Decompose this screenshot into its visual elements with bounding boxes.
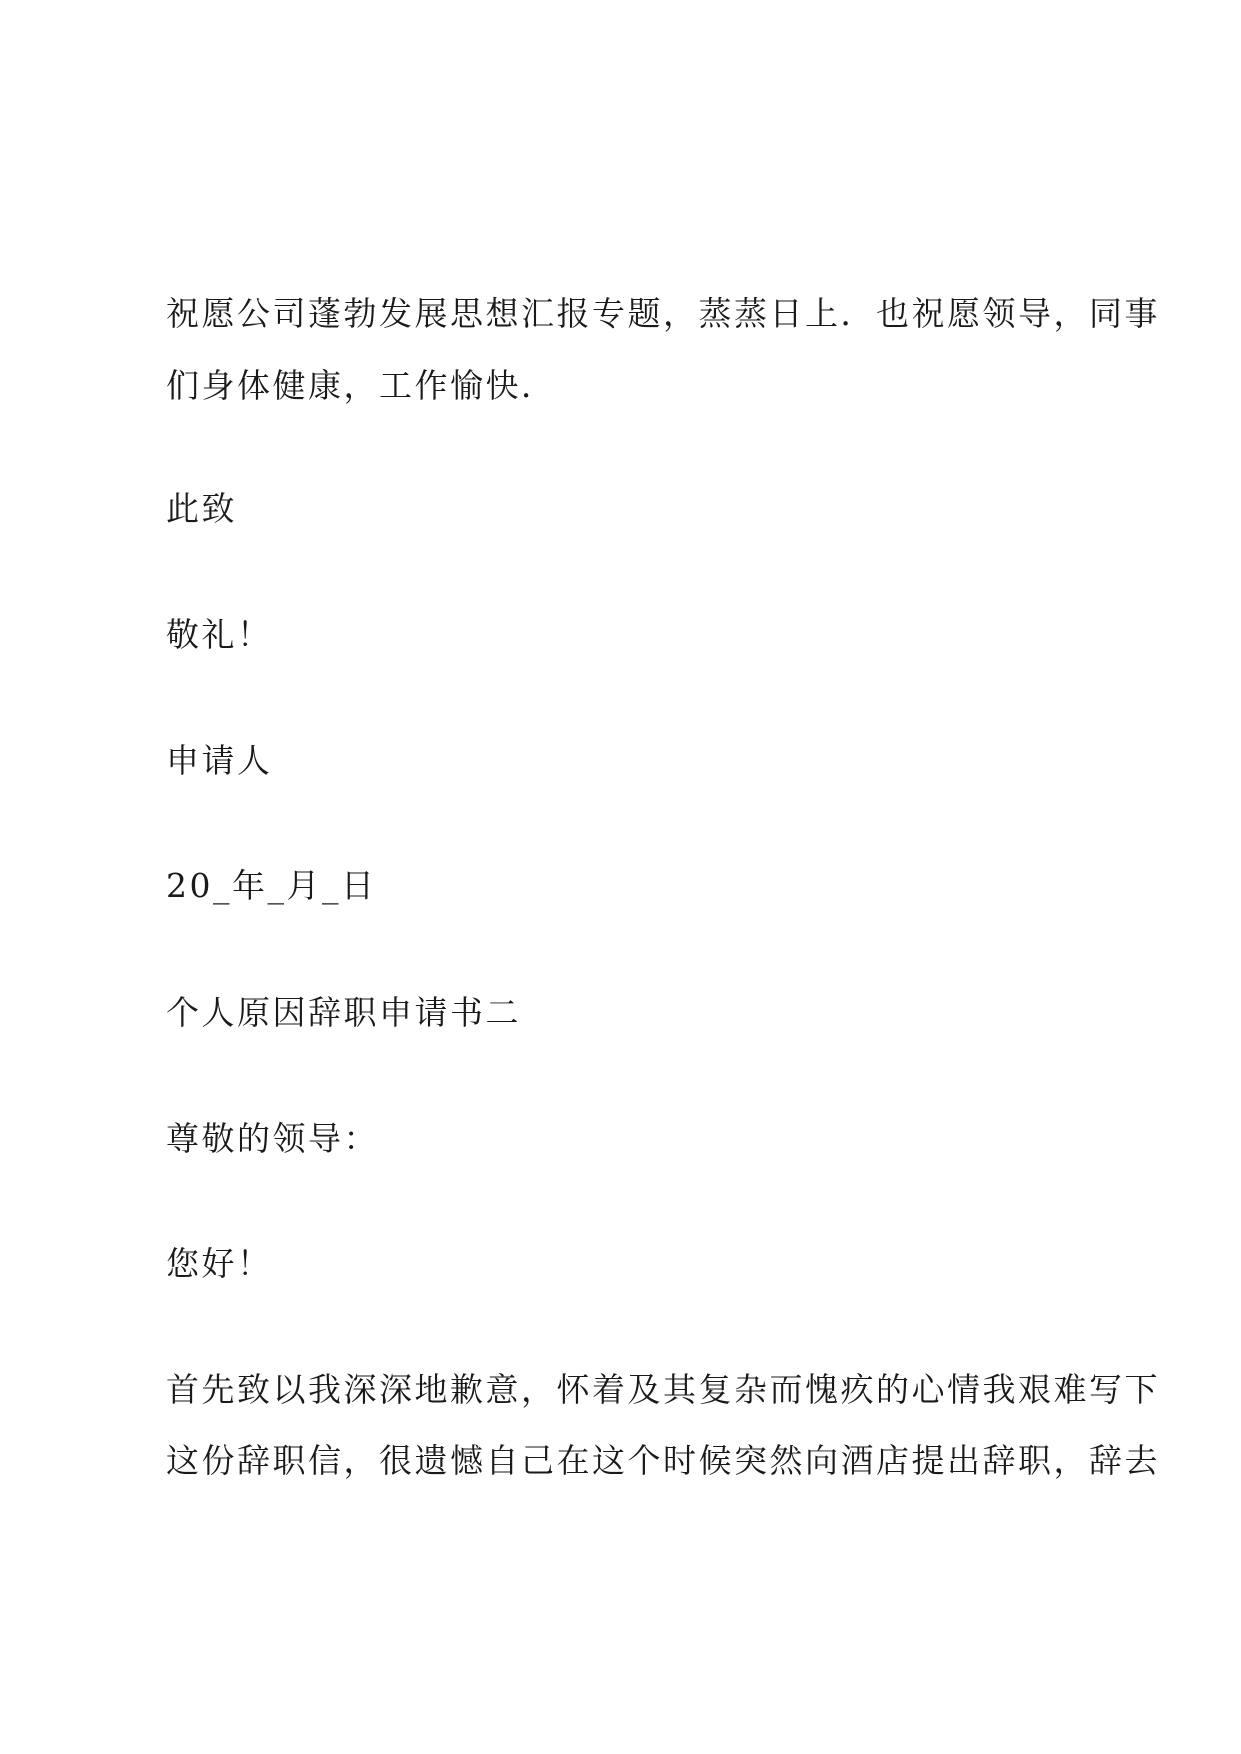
letter-greeting: 尊敬的领导： — [166, 1119, 379, 1158]
paragraph-apology-line-2: 这份辞职信，很遗憾自己在这个时候突然向酒店提出辞职，辞去 — [166, 1441, 1160, 1480]
paragraph-closing-wish-line-2: 们身体健康，工作愉快． — [166, 366, 557, 405]
letter-hello: 您好！ — [166, 1244, 273, 1283]
section-title: 个人原因辞职申请书二 — [166, 993, 521, 1032]
paragraph-closing-wish-line-1: 祝愿公司蓬勃发展思想汇报专题，蒸蒸日上．也祝愿领导，同事 — [166, 294, 1160, 333]
salutation-jingli: 敬礼！ — [166, 615, 273, 654]
signature-date: 20_年_月_日 — [166, 866, 377, 905]
signature-applicant-label: 申请人 — [166, 741, 273, 780]
paragraph-apology-line-1: 首先致以我深深地歉意，怀着及其复杂而愧疚的心情我艰难写下 — [166, 1370, 1160, 1409]
salutation-cizhi: 此致 — [166, 489, 237, 528]
